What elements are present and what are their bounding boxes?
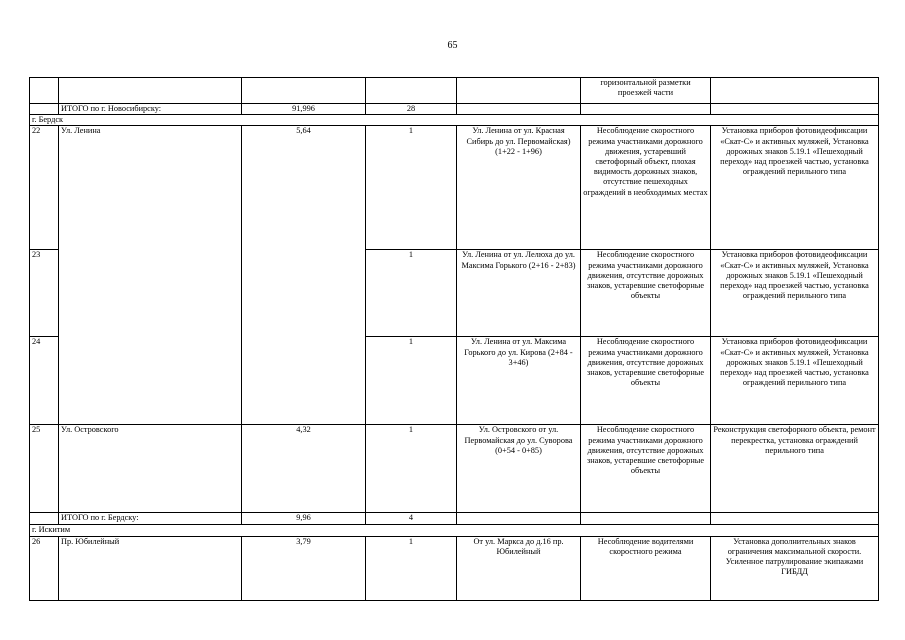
- count-cell: 1: [366, 337, 457, 425]
- street-cell: Ул. Островского: [59, 425, 242, 513]
- section-row: [30, 525, 879, 536]
- row-number: 26: [30, 536, 59, 600]
- section-title: г. Бердск: [30, 115, 879, 126]
- length-cell: 4,32: [242, 425, 366, 513]
- count-cell: 1: [366, 126, 457, 250]
- street-cell: Пр. Юбилейный: [59, 536, 242, 600]
- count-cell: 1: [366, 425, 457, 513]
- location-cell: От ул. Маркса до д.16 пр. Юбилейный: [457, 536, 581, 600]
- location-cell: Ул. Ленина от ул. Красная Сибирь до ул. Первомайская) (1+22 - 1+96): [457, 126, 581, 250]
- cause-cell: Несоблюдение водителями скоростного режима: [581, 536, 711, 600]
- table-row-total: [30, 513, 879, 525]
- total-count: 28: [366, 104, 457, 115]
- row-number: 24: [30, 337, 59, 425]
- count-cell: 1: [366, 536, 457, 600]
- total-length: 91,996: [242, 104, 366, 115]
- total-count: 4: [366, 513, 457, 525]
- measure-cell: Установка приборов фотовидеофиксации «Скат-С» и активных муляжей, Установка дорожных знаков 5.19.1 «Пешеходный переход» над проезжей частью, установка ограждений перильного типа: [711, 126, 879, 250]
- cause-cell: Несоблюдение скоростного режима участниками дорожного движения, устаревший светофорный объект, плохая видимость дорожных знаков, отсутствие пешеходных ограждений в необходимых местах: [581, 126, 711, 250]
- cause-cell: Несоблюдение скоростного режима участниками дорожного движения, отсутствие дорожных знаков, устаревшие светофорные объекты: [581, 250, 711, 337]
- measure-cell: Установка приборов фотовидеофиксации «Скат-С» и активных муляжей, Установка дорожных знаков 5.19.1 «Пешеходный переход» над проезжей частью, установка ограждений перильного типа: [711, 337, 879, 425]
- page-number: 65: [447, 40, 458, 51]
- length-cell: 5,64: [242, 126, 366, 425]
- measure-cell: Установка приборов фотовидеофиксации «Скат-С» и активных муляжей, Установка дорожных знаков 5.19.1 «Пешеходный переход» над проезжей частью, установка ограждений перильного типа: [711, 250, 879, 337]
- location-cell: Ул. Ленина от ул. Лелюха до ул. Максима Горького (2+16 - 2+83): [457, 250, 581, 337]
- location-cell: Ул. Ленина от ул. Максима Горького до ул. Кирова (2+84 - 3+46): [457, 337, 581, 425]
- table-row: [30, 126, 879, 250]
- total-label: ИТОГО по г. Бердску:: [59, 513, 242, 525]
- location-cell: Ул. Островского от ул. Первомайская до ул. Суворова (0+54 - 0+85): [457, 425, 581, 513]
- cause-cell: Несоблюдение скоростного режима участниками дорожного движения, отсутствие дорожных знаков, устаревшие светофорные объекты: [581, 337, 711, 425]
- street-cell: Ул. Ленина: [59, 126, 242, 425]
- row-number: 23: [30, 250, 59, 337]
- cause-cell: Несоблюдение скоростного режима участниками дорожного движения, отсутствие дорожных знаков, устаревшие светофорные объекты: [581, 425, 711, 513]
- section-title: г. Искитим: [30, 525, 879, 536]
- row-number: 22: [30, 126, 59, 250]
- section-row: [30, 115, 879, 126]
- cause-cell: горизонтальной разметки проезжей части: [581, 78, 711, 104]
- table-row: [30, 536, 879, 600]
- length-cell: 3,79: [242, 536, 366, 600]
- accident-sites-table: [29, 77, 879, 601]
- count-cell: 1: [366, 250, 457, 337]
- total-label: ИТОГО по г. Новосибирску:: [59, 104, 242, 115]
- table-row: [30, 425, 879, 513]
- total-length: 9,96: [242, 513, 366, 525]
- table-row-total: [30, 104, 879, 115]
- measure-cell: Реконструкция светофорного объекта, ремонт перекрестка, установка ограждений перильного типа: [711, 425, 879, 513]
- table-row-continuation: [30, 78, 879, 104]
- row-number: 25: [30, 425, 59, 513]
- measure-cell: Установка дополнительных знаков ограничения максимальной скорости. Усиленное патрулирование экипажами ГИБДД: [711, 536, 879, 600]
